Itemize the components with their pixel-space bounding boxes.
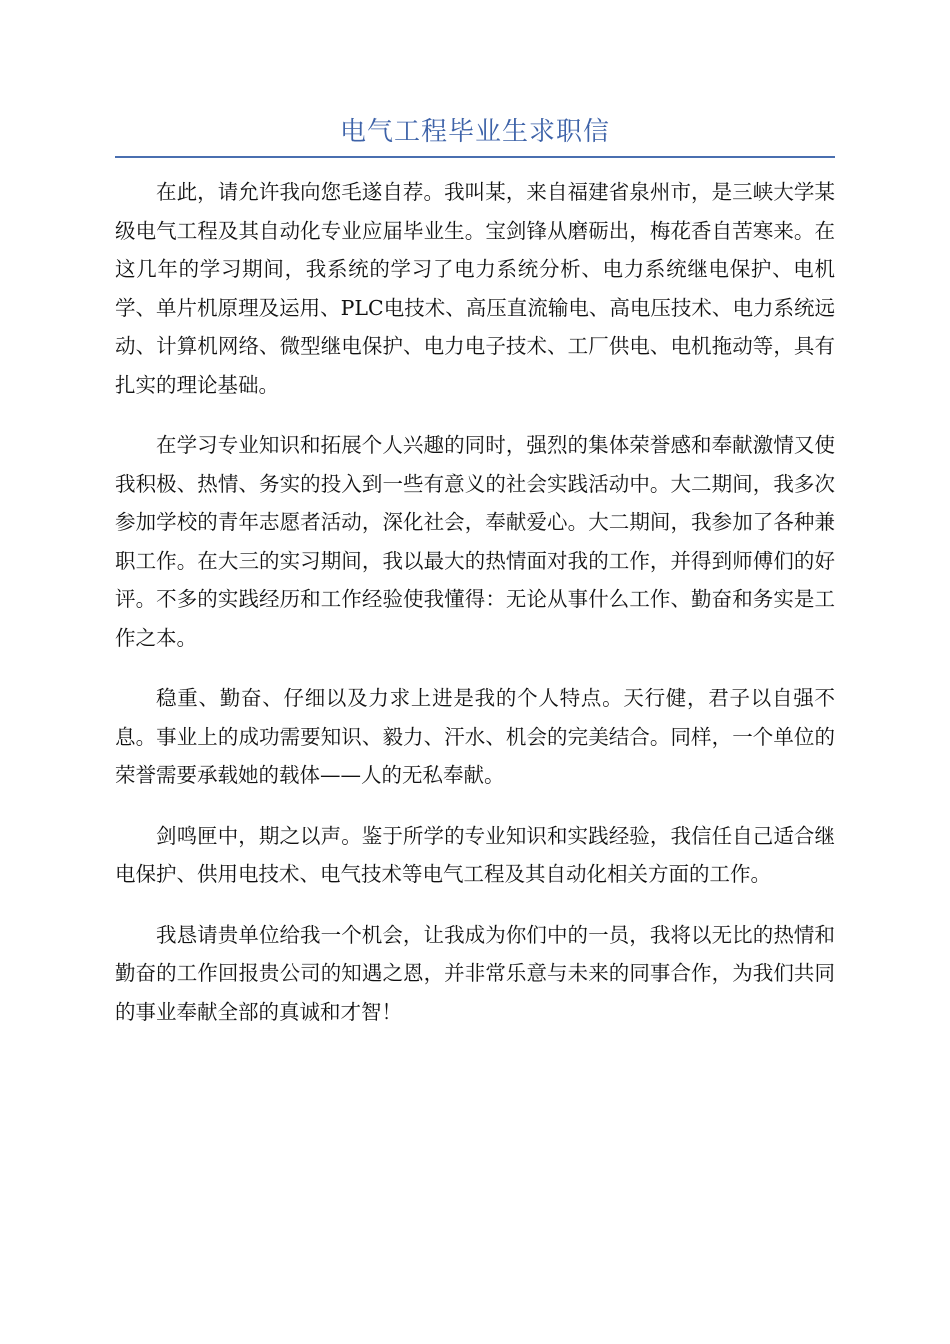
document-title: 电气工程毕业生求职信 <box>339 117 610 147</box>
paragraph-closing: 我恳请贵单位给我一个机会，让我成为你们中的一员，我将以无比的热情和勤奋的工作回报贵公司的知遇之恩，并非常乐意与未来的同事合作，为我们共同的事业奉献全部的真诚和才智！ <box>115 922 835 1024</box>
letter-body <box>115 173 835 1053</box>
title-block <box>115 112 835 158</box>
paragraph-suitability: 剑鸣匣中，期之以声。鉴于所学的专业知识和实践经验，我信任自己适合继电保护、供用电技术、电气技术等电气工程及其自动化相关方面的工作。 <box>115 823 835 886</box>
paragraph-activities: 在学习专业知识和拓展个人兴趣的同时，强烈的集体荣誉感和奉献激情又使我积极、热情、务实的投入到一些有意义的社会实践活动中。大二期间，我多次参加学校的青年志愿者活动，深化社会，奉献爱心。大二期间，我参加了各种兼职工作。在大三的实习期间，我以最大的热情面对我的工作，并得到师傅们的好评。不多的实践经历和工作经验使我懂得：无论从事什么工作、勤奋和务实是工作之本。 <box>115 433 835 650</box>
paragraph-intro: 在此，请允许我向您毛遂自荐。我叫某，来自福建省泉州市，是三峡大学某级电气工程及其自动化专业应届毕业生。宝剑锋从磨砺出，梅花香自苦寒来。在这几年的学习期间，我系统的学习了电力系统分析、电力系统继电保护、电机学、单片机原理及运用、PLC电技术、高压直流输电、高电压技术、电力系统远动、计算机网络、微型继电保护、电力电子技术、工厂供电、电机拖动等，具有扎实的理论基础。 <box>115 180 835 397</box>
paragraph-traits: 稳重、勤奋、仔细以及力求上进是我的个人特点。天行健，君子以自强不息。事业上的成功需要知识、毅力、汗水、机会的完美结合。同样，一个单位的荣誉需要承载她的载体——人的无私奉献。 <box>115 686 835 787</box>
